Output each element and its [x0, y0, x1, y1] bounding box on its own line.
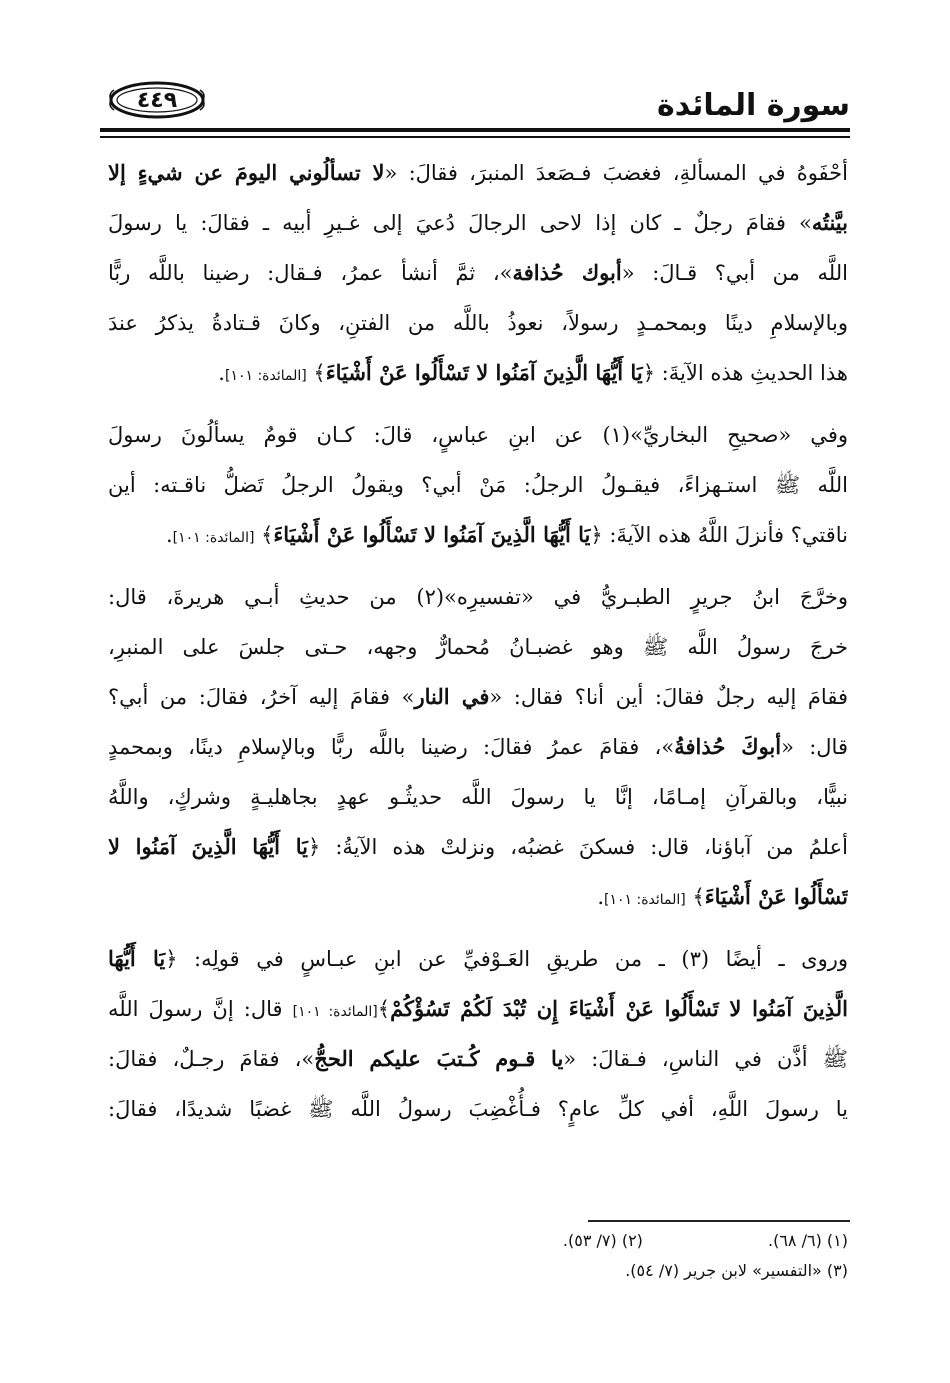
text-line	[108, 872, 848, 922]
quoted-text: بيَّنتُه	[811, 210, 848, 235]
text-line	[108, 772, 848, 822]
text-segment: » فقامَ رجلٌ ـ كان إذا لاحى الرجالَ دُعيَ إلى غـيرِ أبيه ـ فقالَ: يا رسولَ	[108, 211, 812, 235]
text-line	[108, 1034, 848, 1084]
text-segment: »، ثمَّ أنشأ عمرُ، فـقال: رضينا باللَّه ربًّا	[108, 261, 513, 285]
text-segment: أحْفَوهُ في المسألةِ، فغضبَ فـصَعدَ المنبرَ، فقالَ: «	[384, 161, 848, 185]
text-line	[108, 198, 848, 248]
text-line	[108, 460, 848, 510]
text-segment: فقامَ إليه رجلٌ فقالَ: أين أنا؟ فقال: «	[489, 685, 848, 709]
quoted-text: يَا أَيُّهَا	[108, 946, 166, 971]
text-line	[108, 572, 848, 622]
verse-reference: [المائدة: ١٠١]	[224, 368, 307, 384]
footnotes	[108, 1226, 848, 1286]
text-line	[108, 622, 848, 672]
surah-title: سورة المائدة	[657, 88, 850, 123]
text-segment: ﴾	[306, 361, 326, 385]
quoted-text: يَا أَيُّهَا الَّذِينَ آمَنُوا لا	[108, 834, 308, 859]
text-line	[108, 298, 848, 348]
text-line	[108, 984, 848, 1034]
text-segment: يا رسولَ اللَّهِ، أفي كلِّ عامٍ؟ فـأُغْضِبَ رسولُ اللَّه ﷺ غضبًا شديدًا، فقالَ:	[108, 1097, 848, 1121]
text-segment: وفي «صحيحِ البخاريِّ»(١) عن ابنِ عباسٍ، قالَ: كـان قومٌ يسألُونَ رسولَ	[108, 423, 848, 447]
text-segment: نبيًّا، وبالقرآنِ إمـامًا، إنَّا يا رسولَ اللَّه حديثُـو عهدٍ بجاهليـةٍ وشركٍ، واللَّهُ	[108, 785, 848, 809]
footnote-2: (٢) (٧/ ٥٣).	[562, 1231, 643, 1250]
text-line	[108, 722, 848, 772]
quoted-text: في النار	[414, 684, 490, 709]
text-segment: اللَّه ﷺ استـهزاءً، فيقـولُ الرجلُ: مَنْ أبي؟ ويقولُ الرجلُ تَضلُّ ناقـته: أين	[108, 473, 848, 497]
body-text	[108, 148, 848, 1134]
text-segment: »، فقامَ عمرُ فقالَ: رضينا باللَّه ربًّا وبالإسلامِ دينًا، وبمحمدٍ	[108, 735, 675, 759]
text-line	[108, 410, 848, 460]
paragraph-gap	[108, 560, 848, 572]
text-line	[108, 248, 848, 298]
text-segment: ﷺ أذَّن في الناسِ، فـقالَ: «	[563, 1047, 848, 1071]
text-segment: اللَّه من أبي؟ قـالَ: «	[621, 261, 848, 285]
text-line	[108, 934, 848, 984]
text-segment: ﴾	[254, 523, 274, 547]
quoted-text: أبوكَ حُذافةُ	[674, 734, 782, 759]
text-segment: قال: إنَّ رسولَ اللَّه	[108, 997, 293, 1021]
quoted-text: تَسْأَلُوا عَنْ أَشْيَاءَ	[704, 884, 848, 909]
quoted-text: أبوك حُذافة	[512, 260, 622, 285]
text-line	[108, 672, 848, 722]
text-line	[108, 148, 848, 198]
text-line	[108, 1084, 848, 1134]
text-line	[108, 510, 848, 560]
text-segment: وبالإسلامِ دينًا وبمحمـدٍ رسولاً، نعوذُ باللَّه من الفتنِ، وكانَ قـتادةُ يذكرُ عندَ	[108, 311, 848, 335]
quoted-text: الَّذِينَ آمَنُوا لا تَسْأَلُوا عَنْ أَشْيَاءَ إِن تُبْدَ لَكُمْ تَسُؤْكُمْ	[390, 996, 848, 1021]
footnote-3: (٣) «التفسير» لابن جرير (٧/ ٥٤).	[625, 1261, 848, 1280]
text-segment: .	[165, 523, 173, 547]
footnote-line	[108, 1256, 848, 1286]
text-segment: وروى ـ أيضًا (٣) ـ من طريقِ العَـوْفيِّ عن ابنِ عبـاسٍ في قولِه: ﴿	[165, 947, 848, 971]
text-segment: هذا الحديثِ هذه الآيةَ: ﴿	[642, 361, 848, 385]
quoted-text: لا تسألُوني اليومَ عن شيءٍ إلا	[108, 160, 385, 185]
text-segment: قال: «	[781, 735, 848, 759]
footnote-separator	[588, 1220, 850, 1222]
paragraph-gap	[108, 398, 848, 410]
quoted-text: يا قـوم كُـتبَ عليكم الحجُّ	[314, 1046, 564, 1071]
header-rule-thin	[100, 136, 850, 138]
text-segment: ناقتي؟ فأنزلَ اللَّهُ هذه الآيةَ: ﴿	[590, 523, 848, 547]
text-line	[108, 822, 848, 872]
verse-reference: [المائدة: ١٠١]	[292, 1004, 378, 1020]
page-number-badge	[108, 80, 206, 120]
text-segment: .	[597, 885, 604, 909]
text-segment: وخرَّجَ ابنُ جريرٍ الطبـريُّ في «تفسيرِه»(٢) من حديثِ أبـي هريرةَ، قال:	[108, 585, 848, 609]
page-number: ٤٤٩	[136, 87, 178, 113]
text-segment: ﴾	[377, 997, 391, 1021]
header-rule-thick	[100, 128, 850, 132]
text-segment: ﴾	[685, 885, 705, 909]
verse-reference: [المائدة: ١٠١]	[172, 530, 255, 546]
verse-reference: [المائدة: ١٠١]	[604, 892, 686, 908]
quoted-text: يَا أَيُّهَا الَّذِينَ آمَنُوا لا تَسْأَلُوا عَنْ أَشْيَاءَ	[325, 360, 643, 385]
text-segment: » فقامَ إليه آخرُ، فقالَ: من أبي؟	[108, 685, 415, 709]
footnote-line	[108, 1226, 848, 1256]
text-segment: .	[218, 361, 225, 385]
text-segment: أعلمُ من آباؤنا، قال: فسكنَ غضبُه، ونزلتْ هذه الآيةُ: ﴿	[307, 835, 848, 859]
text-line	[108, 348, 848, 398]
quoted-text: يَا أَيُّهَا الَّذِينَ آمَنُوا لا تَسْأَلُوا عَنْ أَشْيَاءَ	[273, 522, 591, 547]
footnote-1: (١) (٦/ ٦٨).	[767, 1231, 848, 1250]
text-segment: »، فقامَ رجـلٌ، فقالَ:	[108, 1047, 315, 1071]
paragraph-gap	[108, 922, 848, 934]
text-segment: خرجَ رسولُ اللَّه ﷺ وهو غضبـانُ مُحمارٌّ وجهه، حـتى جلسَ على المنبرِ،	[108, 635, 848, 659]
